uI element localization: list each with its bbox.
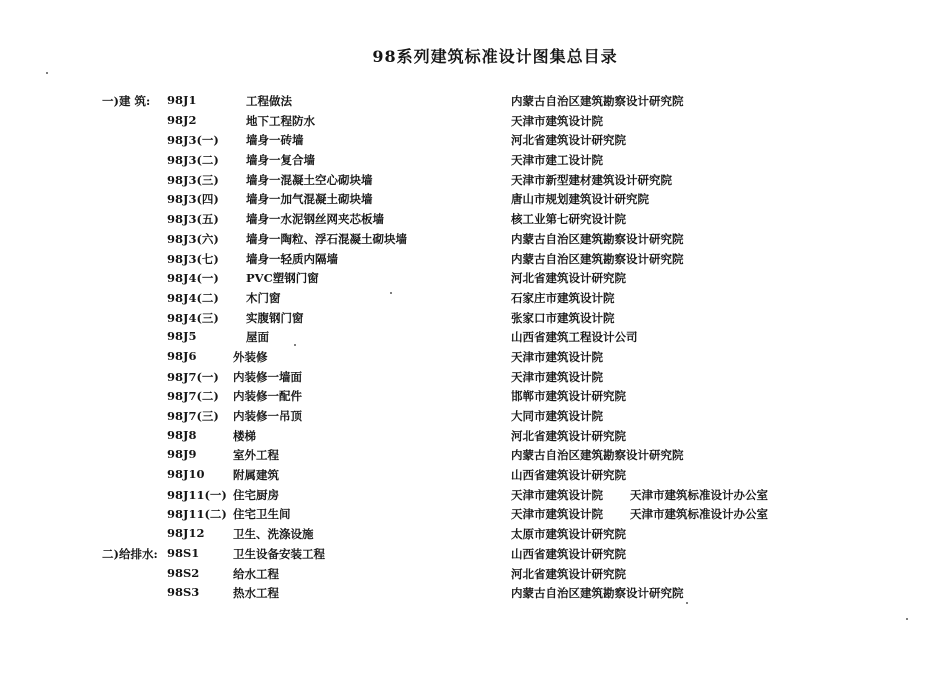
- institute-name: 河北省建筑设计研究院: [511, 133, 626, 148]
- co-institute-name: 天津市建筑标准设计办公室: [630, 487, 768, 502]
- institute-name: 河北省建筑设计研究院: [511, 271, 626, 286]
- institute-name: 太原市建筑设计研究院: [511, 527, 626, 542]
- atlas-name: 给水工程: [233, 566, 279, 581]
- atlas-name: 墙身一加气混凝土砌块墙: [246, 192, 373, 207]
- atlas-code: 98J3(六): [167, 231, 219, 246]
- category-label: 二)给排水:: [102, 546, 158, 561]
- atlas-code: 98J9: [167, 447, 197, 462]
- atlas-name: 墙身一水泥钢丝网夹芯板墙: [246, 212, 384, 227]
- atlas-code: 98J3(三): [167, 172, 219, 187]
- atlas-code: 98J3(五): [167, 212, 219, 227]
- atlas-name: 住宅卫生间: [233, 507, 291, 522]
- institute-name: 山西省建筑工程设计公司: [511, 330, 638, 345]
- atlas-code: 98J11(一): [167, 487, 227, 502]
- scan-speck: [294, 344, 296, 346]
- atlas-code: 98J7(三): [167, 409, 219, 423]
- atlas-name: 地下工程防水: [246, 113, 315, 128]
- institute-name: 天津市建筑设计院: [511, 507, 603, 522]
- catalog-entry: [0, 267, 950, 287]
- atlas-name: PVC塑钢门窗: [246, 271, 319, 286]
- scan-speck: [686, 602, 688, 604]
- catalog-entry: [0, 188, 950, 208]
- atlas-name: 实腹钢门窗: [246, 310, 304, 325]
- institute-name: 天津市建工设计院: [511, 153, 603, 168]
- catalog-entry: [0, 385, 950, 405]
- institute-name: 大同市建筑设计院: [511, 409, 603, 423]
- atlas-code: 98S1: [167, 545, 200, 560]
- atlas-name: 墙身一砖墙: [246, 133, 304, 148]
- catalog-entry: [0, 484, 950, 504]
- atlas-name: 室外工程: [233, 448, 279, 463]
- catalog-entry: [0, 543, 950, 563]
- institute-name: 张家口市建筑设计院: [511, 310, 615, 325]
- catalog-entry: [0, 464, 950, 484]
- atlas-code: 98J7(一): [167, 369, 219, 384]
- atlas-code: 98J4(一): [167, 271, 219, 286]
- catalog-entry: [0, 366, 950, 386]
- institute-name: 内蒙古自治区建筑勘察设计研究院: [511, 586, 684, 601]
- page-title: 98系列建筑标准设计图集总目录: [372, 47, 618, 66]
- atlas-name: 墙身一复合墙: [246, 153, 315, 168]
- atlas-name: 楼梯: [233, 428, 256, 443]
- atlas-name: 卫生、洗涤设施: [233, 527, 314, 542]
- catalog-entry: [0, 287, 950, 307]
- atlas-name: 内装修一吊顶: [233, 409, 302, 423]
- catalog-entry: [0, 248, 950, 268]
- atlas-code: 98J1: [167, 93, 197, 107]
- atlas-name: 外装修: [233, 349, 268, 364]
- catalog-entry: [0, 149, 950, 169]
- atlas-code: 98J4(三): [167, 310, 219, 325]
- catalog-entry: [0, 228, 950, 248]
- atlas-code: 98J8: [167, 427, 197, 442]
- catalog-list: [0, 90, 950, 602]
- institute-name: 内蒙古自治区建筑勘察设计研究院: [511, 231, 684, 246]
- institute-name: 内蒙古自治区建筑勘察设计研究院: [511, 251, 684, 266]
- atlas-name: 墙身一陶粒、浮石混凝土砌块墙: [246, 231, 407, 246]
- institute-name: 邯郸市建筑设计研究院: [511, 389, 626, 404]
- atlas-code: 98J3(二): [167, 153, 219, 168]
- catalog-entry: [0, 563, 950, 583]
- atlas-name: 工程做法: [246, 94, 292, 108]
- atlas-code: 98J3(四): [167, 192, 219, 207]
- catalog-entry: [0, 208, 950, 228]
- institute-name: 山西省建筑设计研究院: [511, 546, 626, 561]
- institute-name: 内蒙古自治区建筑勘察设计研究院: [511, 94, 684, 108]
- atlas-code: 98J3(七): [167, 251, 219, 266]
- atlas-name: 热水工程: [233, 586, 279, 601]
- catalog-entry: [0, 444, 950, 464]
- atlas-name: 附属建筑: [233, 468, 279, 483]
- scan-speck: [906, 618, 908, 620]
- catalog-entry: [0, 523, 950, 543]
- catalog-entry: [0, 307, 950, 327]
- catalog-entry: [0, 129, 950, 149]
- atlas-name: 住宅厨房: [233, 487, 279, 502]
- atlas-code: 98J5: [167, 329, 197, 344]
- institute-name: 天津市建筑设计院: [511, 369, 603, 384]
- catalog-entry: [0, 90, 950, 110]
- co-institute-name: 天津市建筑标准设计办公室: [630, 507, 768, 522]
- atlas-code: 98J3(一): [167, 133, 219, 148]
- institute-name: 唐山市规划建筑设计研究院: [511, 192, 649, 207]
- catalog-entry: [0, 405, 950, 425]
- atlas-code: 98J11(二): [167, 507, 227, 522]
- atlas-name: 墙身一混凝土空心砌块墙: [246, 172, 373, 187]
- scan-speck: [46, 72, 48, 74]
- institute-name: 河北省建筑设计研究院: [511, 566, 626, 581]
- scan-speck: [390, 292, 392, 294]
- atlas-name: 卫生设备安装工程: [233, 546, 325, 561]
- atlas-name: 墙身一轻质内隔墙: [246, 251, 338, 266]
- institute-name: 天津市建筑设计院: [511, 113, 603, 128]
- atlas-name: 屋面: [246, 330, 269, 345]
- catalog-entry: [0, 503, 950, 523]
- atlas-code: 98S3: [167, 585, 200, 600]
- catalog-entry: [0, 425, 950, 445]
- atlas-code: 98S2: [167, 565, 200, 580]
- catalog-entry: [0, 169, 950, 189]
- institute-name: 天津市建筑设计院: [511, 487, 603, 502]
- catalog-entry: [0, 582, 950, 602]
- atlas-name: 木门窗: [246, 290, 281, 305]
- catalog-entry: [0, 326, 950, 346]
- atlas-name: 内装修一配件: [233, 389, 302, 404]
- institute-name: 河北省建筑设计研究院: [511, 428, 626, 443]
- atlas-code: 98J4(二): [167, 290, 219, 305]
- catalog-entry: [0, 346, 950, 366]
- institute-name: 天津市新型建材建筑设计研究院: [511, 172, 672, 187]
- institute-name: 天津市建筑设计院: [511, 349, 603, 364]
- institute-name: 内蒙古自治区建筑勘察设计研究院: [511, 448, 684, 463]
- atlas-code: 98J6: [167, 348, 197, 363]
- atlas-name: 内装修一墙面: [233, 369, 302, 384]
- atlas-code: 98J2: [167, 112, 197, 127]
- institute-name: 核工业第七研究设计院: [511, 212, 626, 227]
- institute-name: 石家庄市建筑设计院: [511, 290, 615, 305]
- institute-name: 山西省建筑设计研究院: [511, 468, 626, 483]
- atlas-code: 98J7(二): [167, 389, 219, 404]
- catalog-entry: [0, 110, 950, 130]
- atlas-code: 98J12: [167, 526, 205, 541]
- atlas-code: 98J10: [167, 467, 205, 482]
- category-label: 一)建 筑:: [102, 94, 151, 108]
